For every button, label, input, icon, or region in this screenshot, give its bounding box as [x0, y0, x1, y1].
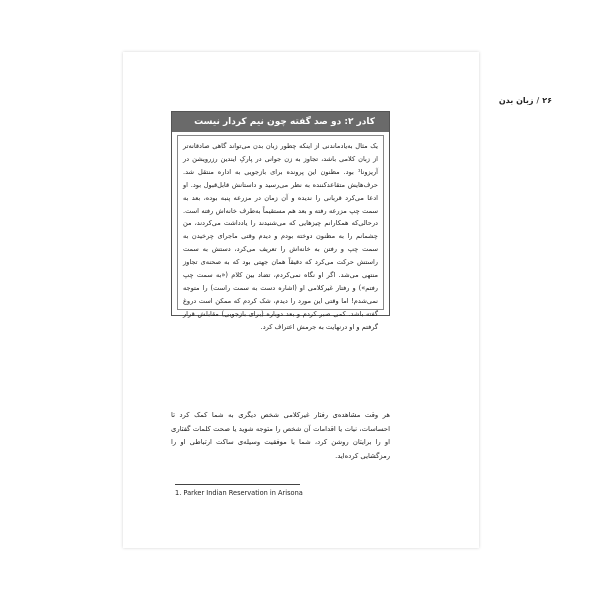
body-paragraph: هر وقت مشاهده‌ی رفتار غیرکلامی شخص دیگری به شما کمک کرد تا احساسات، نیات یا اقدامات آن شخص را متوجه شوید یا صحت کلمات گفتاری او را برایتان روشن کرد، شما با موفقیت وسیله‌ی ساکت ارتباطی او را رمزگشایی کرده‌اید. [171, 411, 390, 460]
book-title: زبان بدن [498, 96, 534, 105]
sidebar-box [171, 111, 390, 331]
running-header [499, 96, 552, 105]
box-content-frame [177, 135, 384, 331]
page-number: ۲۶ [542, 96, 552, 105]
footnote-rule [175, 484, 300, 485]
box-title: کادر ۲: دو صد گفته چون نیم کردار نیست [172, 112, 389, 132]
box-text: یک مثال به‌یادماندنی از اینکه چطور زبان بدن می‌تواند گاهی صادقانه‌تر از زبان کلامی باشد، تجاوز به زن جوانی در پارکِ ایندین رزرویشن در آریزونا¹ بود. مظنون این پرونده برای بازجویی به اداره منتقل شد. حرف‌هایش متقاعدکننده به نظر می‌رسید و داستانش قابل‌قبول بود. او ادعا می‌کرد قربانی را ندیده و آن زمان در مزرعه پنبه بوده، بعد به سمت چپ مزرعه رفته و بعد هم مستقیماً به‌طرف خانه‌اش رفته است. درحالی‌که همکارانم چیزهایی که می‌شنیدند را یادداشت می‌کردند، من چشمانم را به مظنون دوخته بودم و دیدم وقتی ماجرای چرخیدن به سمت چپ و رفتن به خانه‌اش را تعریف می‌کرد، دستش به سمت راستش حرکت می‌کرد که دقیقاً همان جهتی بود که به صحنه‌ی تجاوز منتهی می‌شد. اگر او نگاه نمی‌کردم، تضاد بین کلام («به سمت چپ رفتم») و رفتار غیرکلامی او (اشاره دست به سمت راست) را متوجه نمی‌شدم! اما وقتی این مورد را دیدم، شک کردم که ممکن است دروغ گفته باشد. کمی صبر کردم و بعد دوباره (برای بازجویی) مقابلش قرار گرفتم و او درنهایت به جرمش اعتراف کرد. [183, 142, 378, 331]
footnote: 1. Parker Indian Reservation in Arisona [175, 489, 303, 497]
header-separator: / [536, 96, 540, 105]
